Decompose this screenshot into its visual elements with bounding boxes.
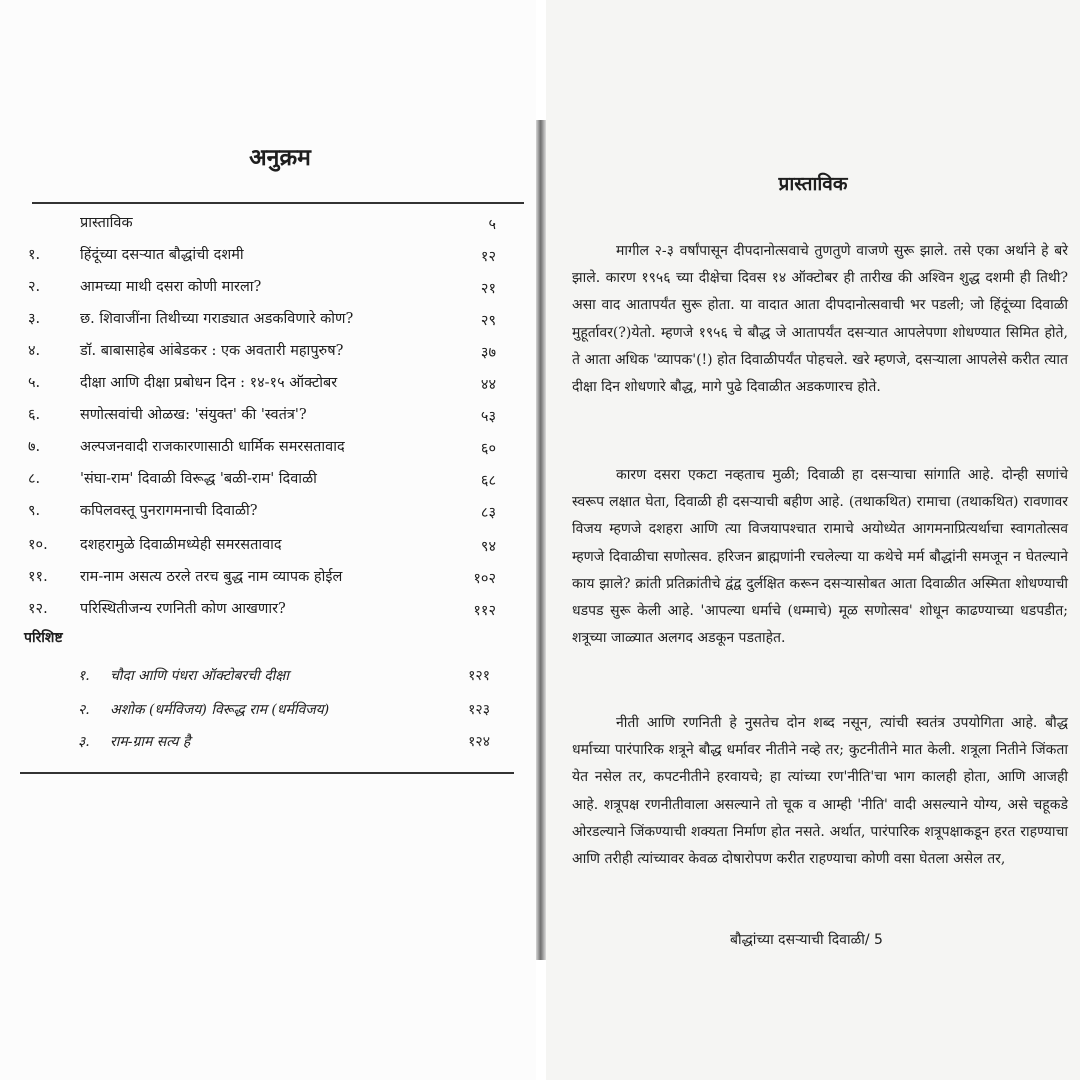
appendix-row xyxy=(0,728,536,756)
toc-page-number: ४४ xyxy=(480,377,496,393)
toc-number: ४. xyxy=(28,343,41,359)
toc-row xyxy=(0,368,536,398)
toc-page-number: ६० xyxy=(480,441,496,457)
toc-number: ११. xyxy=(28,569,48,585)
toc-page-number: ५ xyxy=(488,217,496,233)
toc-number: ९. xyxy=(28,503,41,519)
toc-page-number: १२ xyxy=(480,249,496,265)
toc-row xyxy=(0,240,536,270)
appendix-heading: परिशिष्ट xyxy=(24,630,63,646)
appendix-number: ३. xyxy=(78,734,90,750)
toc-page-number: ६८ xyxy=(480,473,496,489)
toc-entry-title: परिस्थितीजन्य रणनिती कोण आखणार? xyxy=(80,601,286,617)
toc-number: २. xyxy=(28,279,41,295)
toc-page-number: ११२ xyxy=(473,603,496,619)
running-footer: बौद्धांच्या दसऱ्याची दिवाळी/ 5 xyxy=(730,932,883,948)
toc-row xyxy=(0,562,536,592)
toc-page-number: १०२ xyxy=(473,571,496,587)
toc-top-rule xyxy=(32,202,524,204)
toc-number: १२. xyxy=(28,601,48,617)
toc-row xyxy=(0,208,536,238)
toc-number: ५. xyxy=(28,375,41,391)
toc-entry-title: दीक्षा आणि दीक्षा प्रबोधन दिन : १४-१५ ऑक्टोबर xyxy=(80,375,338,391)
toc-number: १. xyxy=(28,247,41,263)
toc-number: ८. xyxy=(28,471,41,487)
toc-number: १०. xyxy=(28,537,48,553)
appendix-page-number: १२३ xyxy=(468,702,490,718)
toc-page-number: २१ xyxy=(480,281,496,297)
toc-entry-title: 'संघा-राम' दिवाळी विरूद्ध 'बळी-राम' दिवाळी xyxy=(80,471,317,487)
toc-entry-title: डॉ. बाबासाहेब आंबेडकर : एक अवतारी महापुरुष? xyxy=(80,343,344,359)
appendix-number: १. xyxy=(78,668,90,684)
toc-page-number: ५३ xyxy=(480,409,496,425)
toc-row xyxy=(0,432,536,462)
toc-entry-title: आमच्या माथी दसरा कोणी मारला? xyxy=(80,279,262,295)
appendix-entry-title: राम-ग्राम सत्य है xyxy=(110,734,191,750)
toc-row xyxy=(0,336,536,366)
toc-entry-title: छ. शिवाजींना तिथीच्या गराड्यात अडकविणारे कोण? xyxy=(80,311,354,327)
toc-page-number: २९ xyxy=(480,313,496,329)
toc-row xyxy=(0,400,536,430)
toc-entry-title: हिंदूंच्या दसऱ्यात बौद्धांची दशमी xyxy=(80,247,244,263)
toc-row xyxy=(0,496,536,526)
appendix-entry-title: चौदा आणि पंधरा ऑक्टोबरची दीक्षा xyxy=(110,668,289,684)
toc-row xyxy=(0,272,536,302)
toc-number: ७. xyxy=(28,439,41,455)
preface-paragraph: नीती आणि रणनिती हे नुसतेच दोन शब्द नसून, त्यांची स्वतंत्र उपयोगिता आहे. बौद्ध धर्माच्या पारंपारिक शत्रूने बौद्ध धर्मावर नीतीने नव्हे तर; कुटनीतीने मात केली. शत्रूला नितीने जिंकता येत नसेल तर, कपटनीतीने हरवायचे; हा त्यांच्या रण'नीति'चा भाग कालही होता, आणि आजही आहे. शत्रूपक्ष रणनीतीवाला असल्याने तो चूक व आम्ही 'नीति' वादी असल्याने योग्य, असे चहूकडे ओरडल्याने जिंकण्याची शक्यता निर्माण होत नसते. अर्थात, पारंपारिक शत्रूपक्षाकडून हरत राहण्याचा आणि तरीही त्यांच्यावर केवळ दोषारोपण करीत राहण्याचा कोणी वसा घेतला असेल तर, xyxy=(572,715,1068,868)
toc-entry-title: सणोत्सवांची ओळख: 'संयुक्त' की 'स्वतंत्र'? xyxy=(80,407,307,423)
preface-paragraph: कारण दसरा एकटा नव्हताच मुळी; दिवाळी हा दसऱ्याचा सांगाति आहे. दोन्ही सणांचे स्वरूप लक्षात घेता, दिवाळी ही दसऱ्याची बहीण आहे. (तथाकथित) रामाचा (तथाकथित) रावणावर विजय म्हणजे दशहरा आणि त्या विजयापश्चात रामाचे अयोध्येत आगमनाप्रित्यर्थाचा स्वागतोत्सव म्हणजे दिवाळीचा सणोत्सव. हरिजन ब्राह्मणांनी रचलेल्या या कथेचे मर्म बौद्धांनी समजून न घेतल्याने काय झाले? क्रांती प्रतिक्रांतीचे द्वंद्व दुर्लक्षित करून दसऱ्यासोबत आता दिवाळीत अस्मिता शोधण्याची धडपड सुरू केली आहे. 'आपल्या धर्माचे (धम्माचे) मूळ सणोत्सव' शोधून काढण्याच्या धडपडीत; शत्रूच्या जाळ्यात अलगद अडकून पडताहेत. xyxy=(572,467,1068,647)
toc-row xyxy=(0,530,536,560)
preface-paragraph: मागील २-३ वर्षांपासून दीपदानोत्सवाचे तुणतुणे वाजणे सुरू झाले. तसे एका अर्थाने हे बरे झाले. कारण १९५६ च्या दीक्षेचा दिवस १४ ऑक्टोबर ही तारीख की अश्विन शुद्ध दशमी ही तिथी? असा वाद आतापर्यंत सुरू होता. या वादात आता दीपदानोत्सवाची भर पडली; जो हिंदूंच्या दिवाळी मुहूर्तावर(?)येतो. म्हणजे १९५६ चे बौद्ध जे आतापर्यंत दसऱ्यात आपलेपणा शोधण्यात सिमित होते, ते आता अधिक 'व्यापक'(!) होत दिवाळीपर्यंत पोहचले. खरे म्हणजे, दसऱ्याला आपलेसे करीत त्यात दीक्षा दिन शोधणारे बौद्ध, मागे पुढे दिवाळीत अडकणारच होते. xyxy=(572,243,1068,396)
toc-page-number: ३७ xyxy=(480,345,496,361)
appendix-row xyxy=(0,696,536,724)
toc-number: ६. xyxy=(28,407,41,423)
toc-entry-title: राम-नाम असत्य ठरले तरच बुद्ध नाम व्यापक होईल xyxy=(80,569,343,585)
appendix-page-number: १२४ xyxy=(468,734,490,750)
toc-row xyxy=(0,594,536,624)
toc-number: ३. xyxy=(28,311,41,327)
toc-row xyxy=(0,464,536,494)
book-gutter xyxy=(536,120,546,960)
toc-page-number: ८३ xyxy=(480,505,496,521)
toc-entry-title: प्रास्ताविक xyxy=(80,215,133,231)
preface-title: प्रास्ताविक xyxy=(778,173,848,195)
toc-entry-title: अल्पजनवादी राजकारणासाठी धार्मिक समरसतावाद xyxy=(80,439,345,455)
toc-title: अनुक्रम xyxy=(249,145,311,171)
appendix-page-number: १२१ xyxy=(468,668,490,684)
toc-row xyxy=(0,304,536,334)
appendix-row xyxy=(0,662,536,690)
toc-entry-title: कपिलवस्तू पुनरागमनाची दिवाळी? xyxy=(80,503,258,519)
appendix-entry-title: अशोक (धर्मविजय) विरूद्ध राम (धर्मविजय) xyxy=(110,702,330,718)
toc-page-number: ९४ xyxy=(480,539,496,555)
appendix-number: २. xyxy=(78,702,90,718)
toc-entry-title: दशहरामुळे दिवाळीमध्येही समरसतावाद xyxy=(80,537,282,553)
toc-bottom-rule xyxy=(20,772,514,774)
